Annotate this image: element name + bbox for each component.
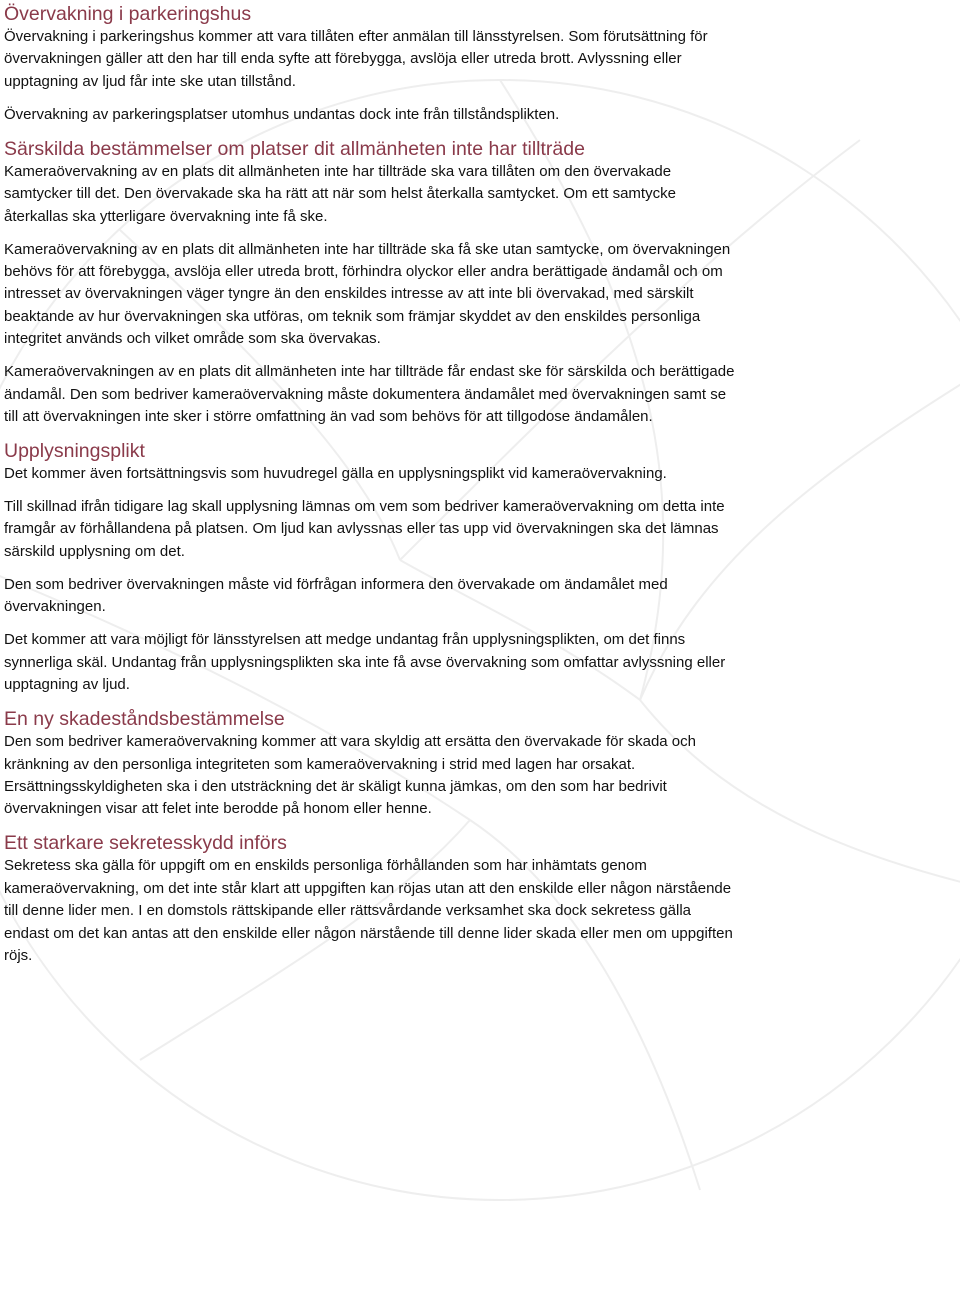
paragraph: Den som bedriver övervakningen måste vid förfrågan informera den övervakade om ändamålet med övervakningen.	[4, 575, 668, 616]
section-heading: En ny skadeståndsbestämmelse	[4, 708, 285, 731]
paragraph: Kameraövervakningen av en plats dit allmänheten inte har tillträde får endast ske för särskilda och berättigade ändamål. Den som bedriver kameraövervakning måste dokumentera ändamålet med övervakningen samt se till att övervakningen inte sker i större omfattning än vad som behövs för att tillgodose ändamålen.	[4, 363, 735, 426]
section-upplysningsplikt	[4, 439, 740, 696]
paragraph: Kameraövervakning av en plats dit allmänheten inte har tillträde ska vara tillåten om den övervakade samtycker till det. Den övervakade ska ha rätt att när som helst återkalla samtycket. Om ett samtycke återkallas ska ytterligare övervakning inte få ske.	[4, 162, 676, 225]
section-parkeringshus	[4, 2, 740, 126]
section-heading: Ett starkare sekretesskydd införs	[4, 832, 287, 855]
section-heading: Upplysningsplikt	[4, 440, 145, 463]
paragraph: Den som bedriver kameraövervakning kommer att vara skyldig att ersätta den övervakade för skada och kränkning av den personliga integriteten som kameraövervakning i strid med lagen har orsakat. Ersättningsskyldigheten ska i den utsträckning det är skäligt kunna jämkas, om den som har bedrivit övervakningen visar att felet inte berodde på honom eller henne.	[4, 733, 696, 818]
paragraph: Kameraövervakning av en plats dit allmänheten inte har tillträde ska få ske utan samtycke, om övervakningen behövs för att förebygga, avslöja eller utreda brott, förhindra olyckor eller andra berättigade ändamål och om intresset av övervakningen väger tyngre än den enskildes intresse av att inte bli övervakad, med särskilt beaktande av hur övervakningen ska utföras, om teknik som främjar skyddet av den enskildes personliga integritet används och vilket område som ska övervakas.	[4, 240, 731, 348]
paragraph: Sekretess ska gälla för uppgift om en enskilds personliga förhållanden som har inhämtats genom kameraövervakning, om det inte står klart att uppgiften kan röjas utan att den enskilde eller någon närstående till denne lider men. I en domstols rättskipande eller rättsvårdande verksamhet ska dock sekretess gälla endast om det kan antas att den enskilde eller någon närstående till denne lider skada eller men om uppgiften röjs.	[4, 857, 733, 964]
paragraph: Det kommer även fortsättningsvis som huvudregel gälla en upplysningsplikt vid kameraövervakning.	[4, 465, 667, 483]
paragraph: Det kommer att vara möjligt för länsstyrelsen att medge undantag från upplysningsplikten, om det finns synnerliga skäl. Undantag från upplysningsplikten ska inte få avse övervakning som omfattar avlyssning eller upptagning av ljud.	[4, 631, 726, 694]
paragraph: Övervakning i parkeringshus kommer att vara tillåten efter anmälan till länsstyrelsen. Som förutsättning för övervakningen gäller att den har till enda syfte att förebygga, avslöja eller utreda brott. Avlyssning eller upptagning av ljud får inte ske utan tillstånd.	[4, 28, 708, 90]
section-skadestandsbestammelse	[4, 707, 740, 821]
section-sekretesskydd	[4, 831, 740, 967]
paragraph: Till skillnad ifrån tidigare lag skall upplysning lämnas om vem som bedriver kameraövervakning om detta inte framgår av förhållandena på platsen. Om ljud kan avlyssnas eller tas upp vid övervakningen ska det lämnas särskild upplysning om det.	[4, 498, 725, 560]
section-heading: Särskilda bestämmelser om platser dit allmänheten inte har tillträde	[4, 137, 585, 160]
section-heading: Övervakning i parkeringshus	[4, 3, 252, 25]
paragraph: Övervakning av parkeringsplatser utomhus undantas dock inte från tillståndsplikten.	[4, 105, 560, 123]
section-sarskilda-bestammelser	[4, 137, 740, 429]
